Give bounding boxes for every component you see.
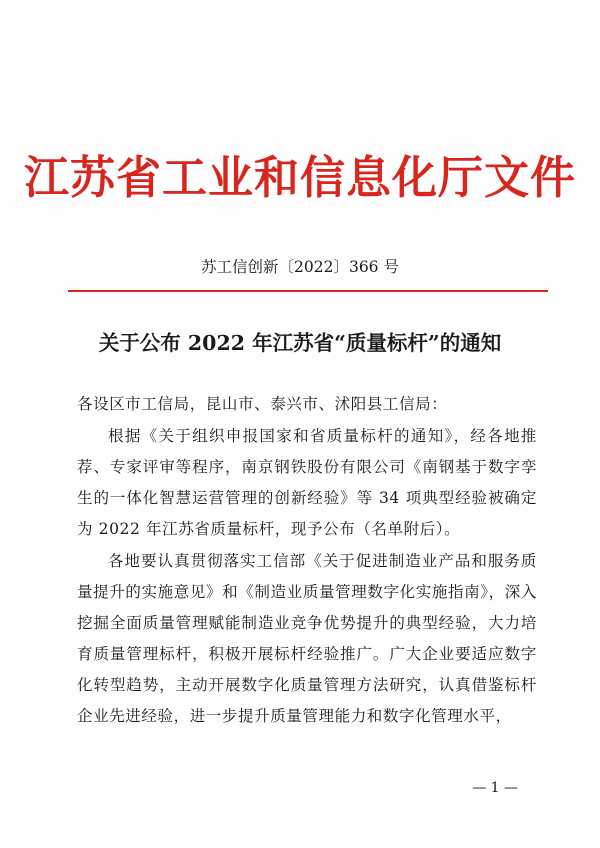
salutation: 各设区市工信局，昆山市、泰兴市、沭阳县工信局： bbox=[77, 395, 448, 413]
body-paragraph-2: 各地要认真贯彻落实工信部《关于促进制造业产品和服务质量提升的实施意见》和《制造业质量管理数字化实施指南》，深入挖掘全面质量管理赋能制造业竞争优势提升的典型经验，大力培育质量管理标杆，积极开展标杆经验推广。广大企业要适应数字化转型趋势，主动开展数字化质量管理方法研究，认真借鉴标杆企业先进经验，进一步提升质量管理能力和数字化管理水平， bbox=[77, 552, 537, 725]
red-divider-line bbox=[68, 290, 548, 292]
notice-title: 关于公布 2022 年江苏省“质量标杆”的通知 bbox=[98, 331, 502, 355]
body-paragraph-1: 根据《关于组织申报国家和省质量标杆的通知》，经各地推荐、专家评审等程序，南京钢铁股份有限公司《南钢基于数字孪生的一体化智慧运营管理的创新经验》等 34 项典型经验被确定为 2022 年江苏省质量标杆，现予公布（名单附后）。 bbox=[77, 427, 537, 538]
document-header-title: 江苏省工业和信息化厅文件 bbox=[23, 151, 576, 204]
page-number: — 1 — bbox=[472, 780, 518, 796]
document-number: 苏工信创新〔2022〕366 号 bbox=[201, 258, 399, 276]
